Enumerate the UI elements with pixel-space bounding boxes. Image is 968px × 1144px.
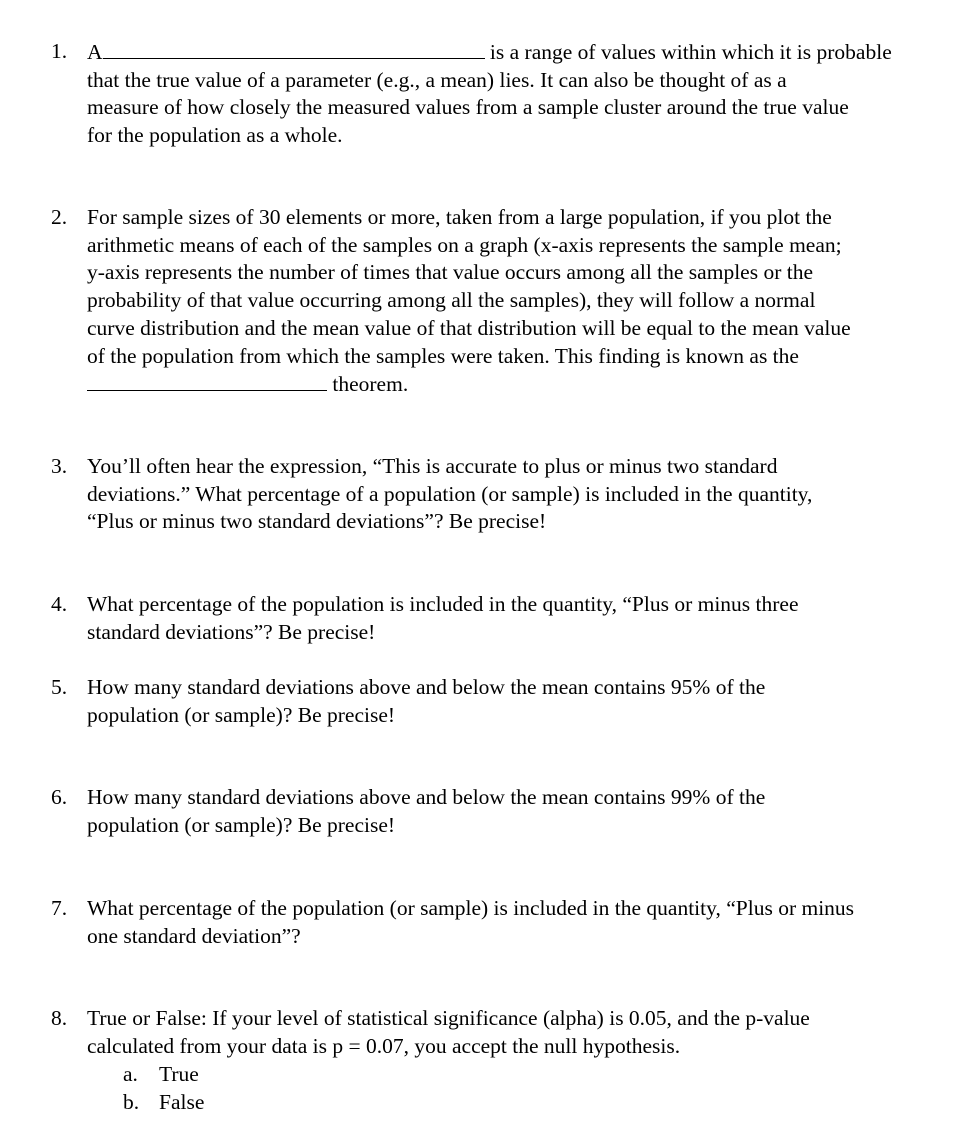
question-text <box>87 204 955 399</box>
answer-blank[interactable] <box>103 38 485 59</box>
question-text <box>87 1005 955 1060</box>
question-line: For sample sizes of 30 elements or more, taken from a large population, if you plot the <box>87 205 832 229</box>
question-line: population (or sample)? Be precise! <box>87 702 396 727</box>
question-line: “Plus or minus two standard deviations”? Be precise! <box>87 509 547 534</box>
answer-blank[interactable] <box>87 370 327 391</box>
question-number: 5. <box>51 675 68 699</box>
question-line: standard deviations”? Be precise! <box>87 619 376 644</box>
question-text <box>87 591 955 646</box>
question-number: 3. <box>51 454 68 478</box>
question-line: calculated from your data is p = 0.07, you accept the null hypothesis. <box>87 1033 681 1058</box>
question-text <box>87 453 955 536</box>
question-line: that the true value of a parameter (e.g., a mean) lies. It can also be thought of as a <box>87 67 787 92</box>
question-line: y-axis represents the number of times that value occurs among all the samples or the <box>87 260 814 285</box>
question-number: 8. <box>51 1006 68 1030</box>
question-number: 7. <box>51 896 68 920</box>
question-line: deviations.” What percentage of a population (or sample) is included in the quantity, <box>87 481 813 506</box>
question-line: probability of that value occurring among all the samples), they will follow a normal <box>87 288 816 313</box>
question-line: is a range of values within which it is probable <box>489 40 892 64</box>
question-number: 1. <box>51 39 68 63</box>
question-line: population (or sample)? Be precise! <box>87 812 396 837</box>
question-number: 2. <box>51 205 68 229</box>
question-line: How many standard deviations above and below the mean contains 99% of the <box>87 785 766 809</box>
question-text <box>87 674 955 729</box>
question-line: How many standard deviations above and below the mean contains 95% of the <box>87 675 766 699</box>
question-text <box>87 38 955 150</box>
question-suffix: theorem. <box>332 372 409 397</box>
question-line: curve distribution and the mean value of that distribution will be equal to the mean value <box>87 315 851 340</box>
answer-option-true[interactable] <box>123 1061 199 1089</box>
question-prefix: A <box>87 40 103 64</box>
question-line: of the population from which the samples were taken. This finding is known as the <box>87 343 799 368</box>
question-line: What percentage of the population (or sample) is included in the quantity, “Plus or minus <box>87 896 855 920</box>
question-line: What percentage of the population is included in the quantity, “Plus or minus three <box>87 592 799 616</box>
option-letter: a. <box>123 1062 138 1086</box>
question-line: one standard deviation”? <box>87 923 301 948</box>
question-line: True or False: If your level of statistical significance (alpha) is 0.05, and the p-value <box>87 1006 810 1030</box>
question-line: for the population as a whole. <box>87 123 343 148</box>
option-text: True <box>159 1062 199 1086</box>
question-number: 6. <box>51 785 68 809</box>
question-line: You’ll often hear the expression, “This is accurate to plus or minus two standard <box>87 454 778 478</box>
option-letter: b. <box>123 1090 140 1114</box>
question-text <box>87 784 955 839</box>
question-number: 4. <box>51 592 68 616</box>
answer-option-false[interactable] <box>123 1089 205 1117</box>
question-text <box>87 895 955 950</box>
question-line: measure of how closely the measured values from a sample cluster around the true value <box>87 95 849 120</box>
question-line: arithmetic means of each of the samples on a graph (x-axis represents the sample mean; <box>87 232 842 257</box>
option-text: False <box>159 1090 205 1114</box>
